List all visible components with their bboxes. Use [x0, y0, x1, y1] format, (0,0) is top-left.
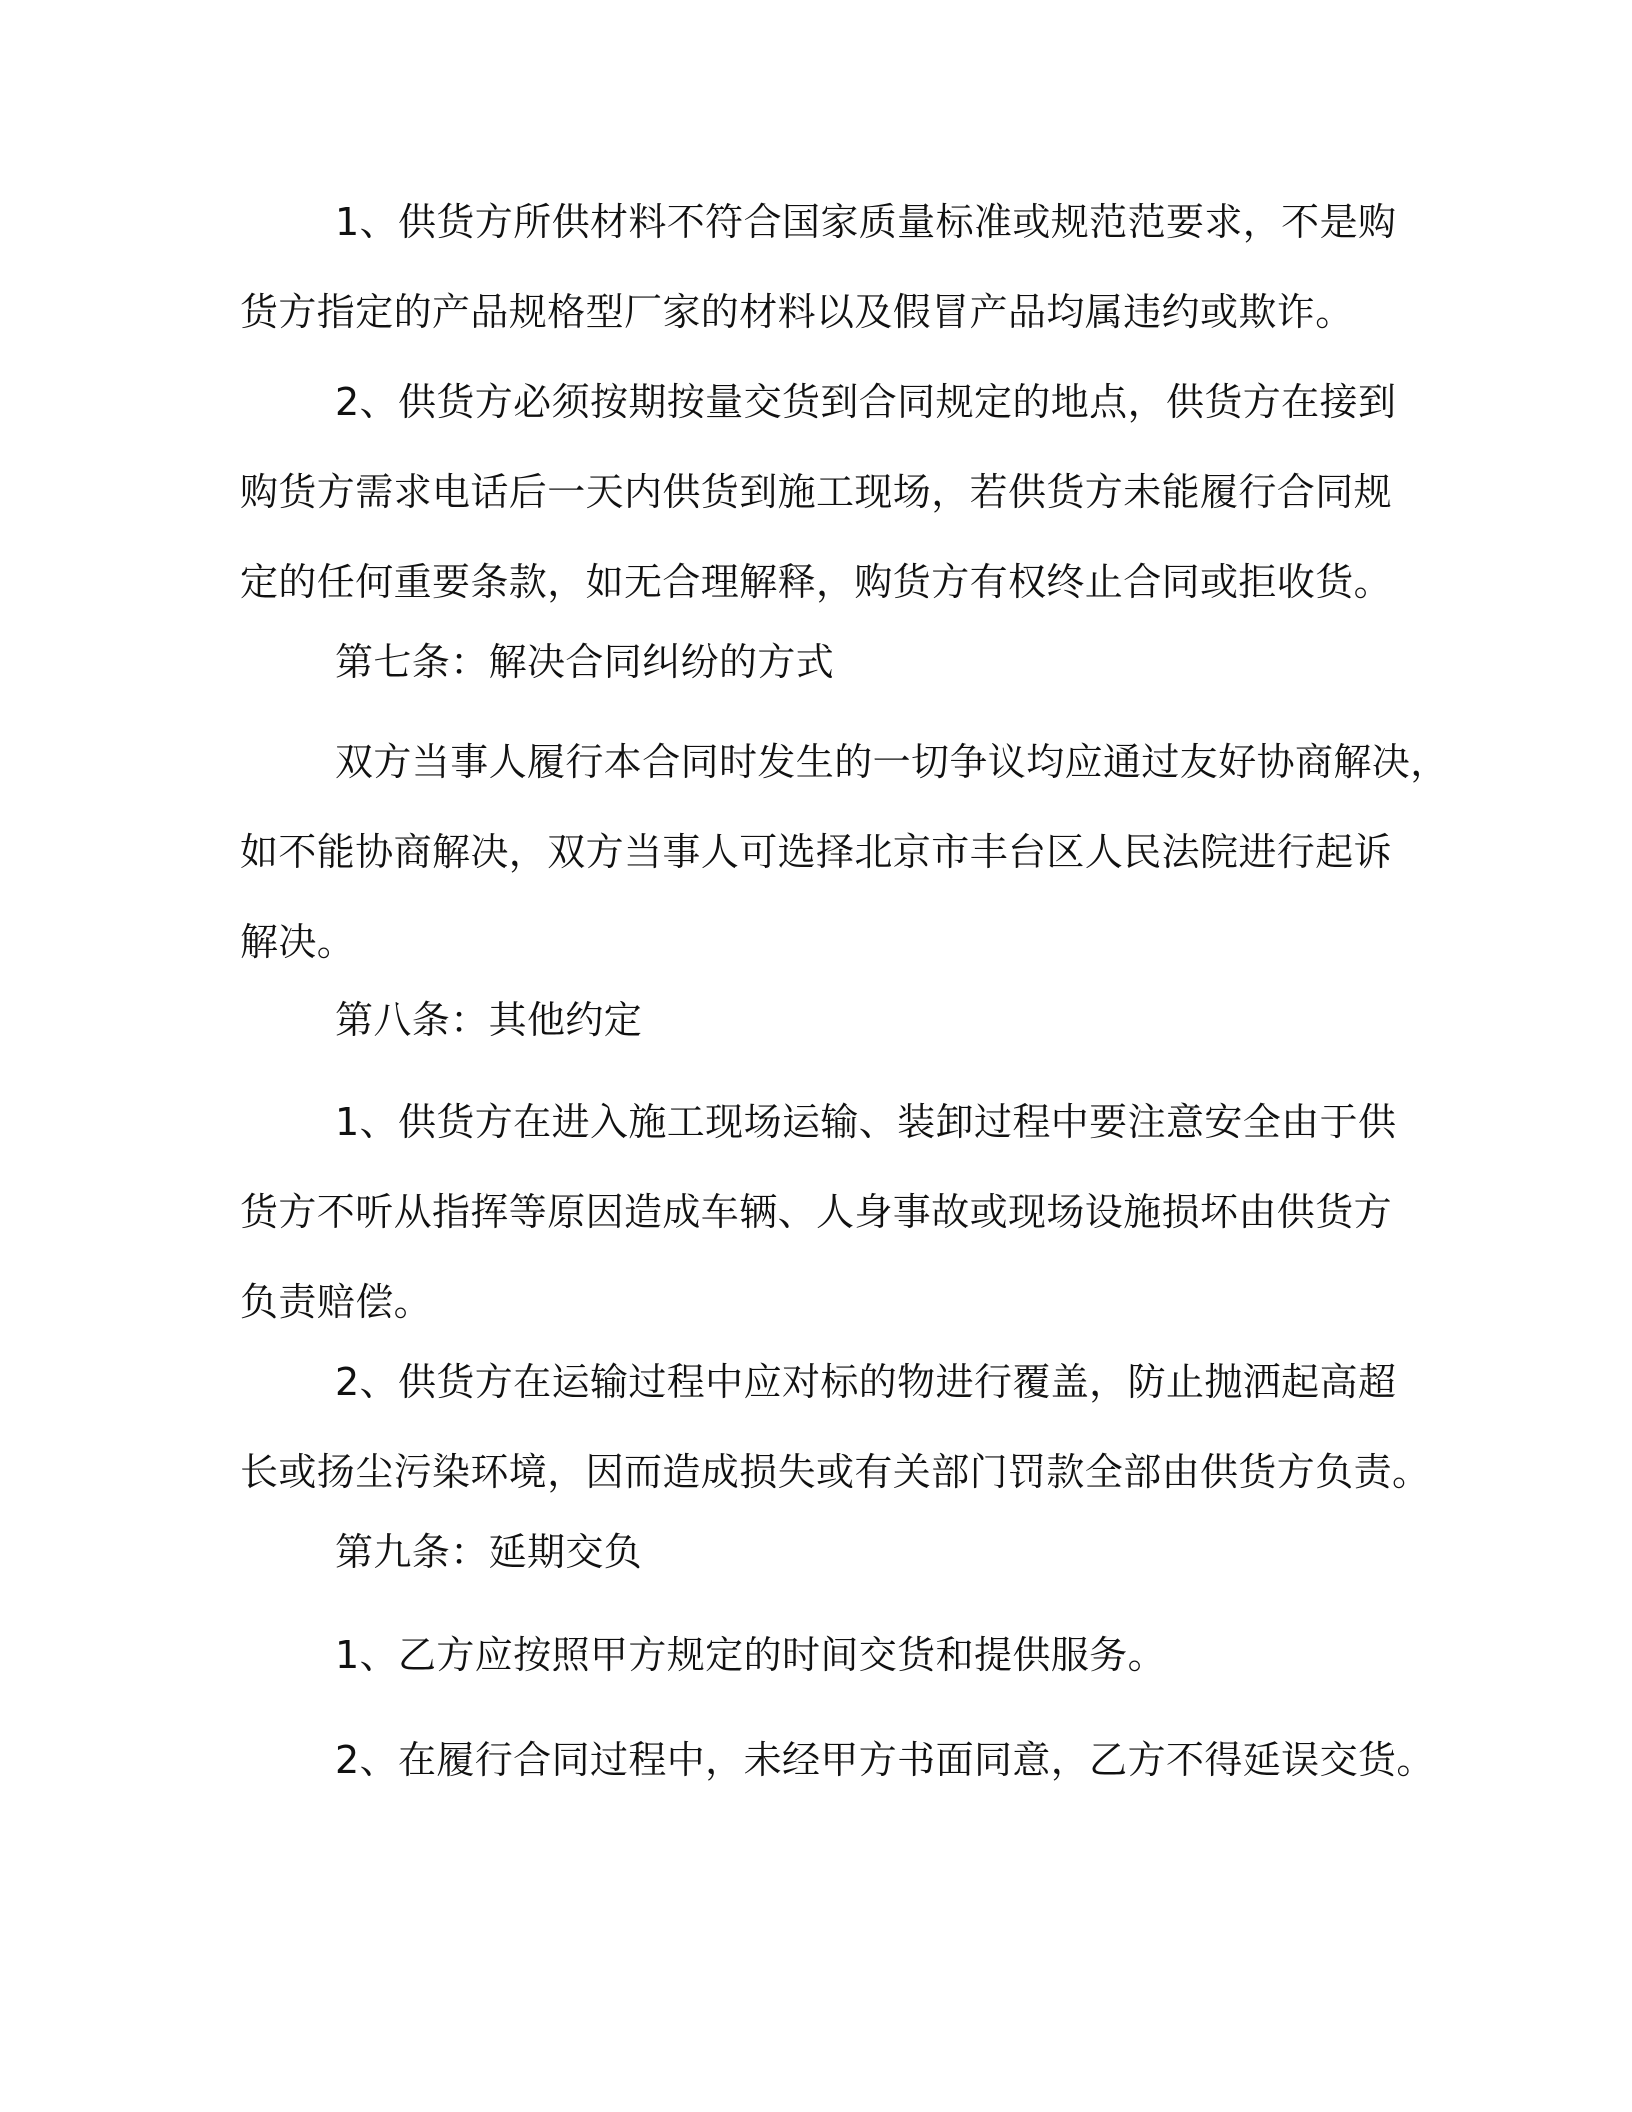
paragraph-line: 购货方需求电话后一天内供货到施工现场，若供货方未能履行合同规	[240, 470, 1393, 514]
paragraph-3	[240, 717, 1449, 987]
paragraph-2	[240, 357, 1400, 627]
article-heading-9	[240, 1507, 1400, 1597]
paragraph-line: 定的任何重要条款，如无合理解释，购货方有权终止合同或拒收货。	[240, 560, 1393, 604]
paragraph-4	[240, 1077, 1400, 1347]
paragraph-5	[240, 1337, 1431, 1517]
paragraph-line: 2、供货方必须按期按量交货到合同规定的地点，供货方在接到	[335, 380, 1397, 424]
paragraph-6	[240, 1610, 1400, 1700]
paragraph-line: 货方不听从指挥等原因造成车辆、人身事故或现场设施损坏由供货方	[240, 1190, 1393, 1234]
paragraph-line: 负责赔偿。	[240, 1280, 433, 1324]
article-heading-8	[240, 975, 1400, 1065]
paragraph-line: 1、供货方所供材料不符合国家质量标准或规范范要求，不是购	[335, 200, 1397, 244]
paragraph-1	[240, 177, 1400, 357]
paragraph-line: 解决。	[240, 920, 356, 964]
paragraph-line: 1、供货方在进入施工现场运输、装卸过程中要注意安全由于供	[335, 1100, 1397, 1144]
heading-text: 第八条：其他约定	[335, 998, 643, 1042]
paragraph-line: 2、在履行合同过程中，未经甲方书面同意，乙方不得延误交货。	[335, 1738, 1435, 1782]
paragraph-line: 1、乙方应按照甲方规定的时间交货和提供服务。	[335, 1633, 1166, 1677]
paragraph-line: 货方指定的产品规格型厂家的材料以及假冒产品均属违约或欺诈。	[240, 290, 1354, 334]
paragraph-7	[240, 1715, 1435, 1805]
heading-text: 第九条：延期交负	[335, 1530, 643, 1574]
paragraph-line: 长或扬尘污染环境，因而造成损失或有关部门罚款全部由供货方负责。	[240, 1450, 1431, 1494]
article-heading-7	[240, 617, 1400, 707]
paragraph-line: 2、供货方在运输过程中应对标的物进行覆盖，防止抛洒起高超	[335, 1360, 1397, 1404]
paragraph-line: 如不能协商解决，双方当事人可选择北京市丰台区人民法院进行起诉	[240, 830, 1393, 874]
heading-text: 第七条：解决合同纠纷的方式	[335, 640, 835, 684]
paragraph-line: 双方当事人履行本合同时发生的一切争议均应通过友好协商解决，	[335, 740, 1449, 784]
